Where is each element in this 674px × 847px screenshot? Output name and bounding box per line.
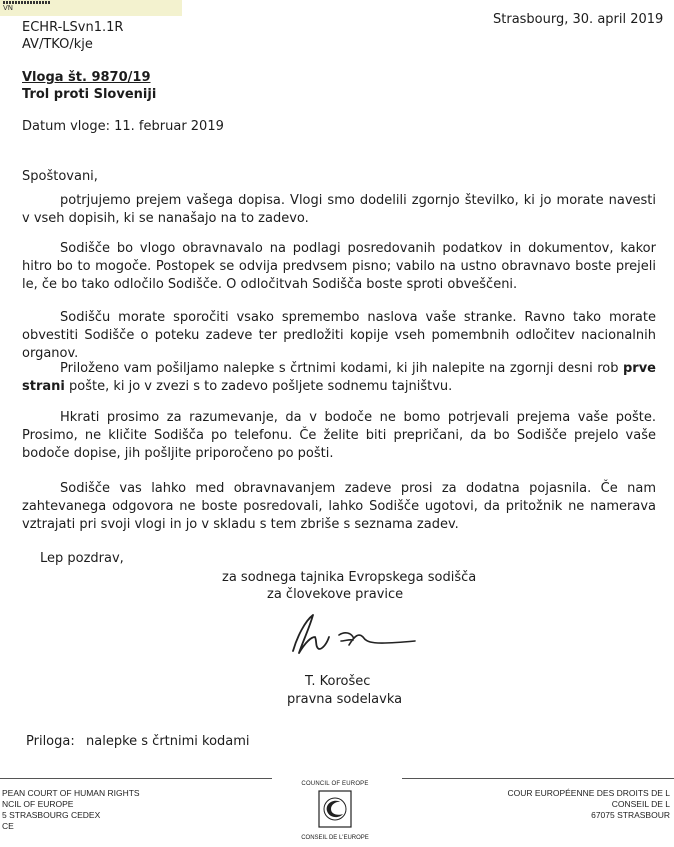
paragraph-5: Hkrati prosimo za razumevanje, da v bodoče ne bomo potrjevali prejema vaše pošte. Prosimo, ne kličite Sodišča po telefonu. Če želite biti prepričani, da bo Sodišče prejelo vaše bodoče dopise, jih pošljite priporočeno po pošti.	[22, 410, 656, 461]
logo-top-text: COUNCIL OF EUROPE	[301, 781, 369, 787]
paragraph-4-a: Priloženo vam pošiljamo nalepke s črtnimi kodami, ki jih nalepite na zgornji desni rob	[60, 361, 623, 376]
footer-left-line: PEAN COURT OF HUMAN RIGHTS	[2, 788, 140, 798]
paragraph-4-bold: prve strani	[22, 361, 656, 394]
footer-left-line: 5 STRASBOURG CEDEX	[2, 810, 101, 820]
signature-for-line-1: za sodnega tajnika Evropskega sodišča	[222, 570, 477, 585]
footer-left-line: NCIL OF EUROPE	[2, 799, 74, 809]
footer-right-line: 67075 STRASBOUR	[591, 810, 670, 820]
reference-code: ECHR-LSvn1.1R	[22, 20, 124, 35]
enclosure-value: nalepke s črtnimi kodami	[86, 734, 250, 749]
logo-emblem	[295, 788, 375, 830]
footer-rule-right	[402, 778, 674, 779]
signature-for-line-2: za človekove pravice	[267, 587, 404, 602]
paragraph-3: Sodišču morate sporočiti vsako spremembo naslova vaše stranke. Ravno tako morate obvestiti Sodišče o poteku zadeve ter predložiti kopije vseh pomembnih odločitev nacionalnih organov.	[22, 310, 656, 361]
footer-left	[2, 788, 140, 832]
mini-barcode	[3, 1, 182, 4]
corner-text: VN	[3, 4, 14, 12]
paragraph-2: Sodišče bo vlogo obravnavalo na podlagi posredovanih podatkov in dokumentov, kakor hitro bo to mogoče. Postopek se odvija predvsem pisno; vabilo na ustno obravnavo boste prejeli le, če bo tako odločilo Sodišče. O odločitvah Sodišča boste sproti obveščeni.	[22, 241, 656, 292]
salutation: Spoštovani,	[22, 169, 98, 184]
paragraph-6: Sodišče vas lahko med obravnavanjem zadeve prosi za dodatna pojasnila. Če nam zahtevanega odgovora ne boste posredovali, lahko Sodišče ugotovi, da pritožnik ne namerava vztrajati pri svoji vlogi in jo v skladu s tem zbriše s seznama zadev.	[22, 481, 656, 532]
signatory-role: pravna sodelavka	[287, 692, 403, 707]
reference-initials: AV/TKO/kje	[22, 37, 93, 52]
signatory-name: T. Korošec	[305, 674, 371, 689]
logo-bottom-text: CONSEIL DE L'EUROPE	[301, 835, 369, 841]
footer-left-line: CE	[2, 821, 14, 831]
enclosure-label: Priloga:	[26, 734, 75, 749]
paragraph-4-b: pošte, ki jo v zvezi s to zadevo pošljete sodnemu tajništvu.	[64, 379, 453, 394]
lodged-date: Datum vloge: 11. februar 2019	[22, 119, 224, 134]
handwritten-signature	[283, 607, 423, 657]
application-number: Vloga št. 9870/19	[22, 70, 151, 85]
top-corner-strip	[0, 0, 182, 16]
paragraph-4	[22, 360, 656, 396]
place-date: Strasbourg, 30. april 2019	[493, 12, 664, 27]
footer-right-line: CONSEIL DE L	[611, 799, 670, 809]
footer-right	[508, 788, 670, 821]
council-of-europe-logo	[295, 780, 375, 844]
closing: Lep pozdrav,	[40, 551, 124, 566]
paragraph-1: potrjujemo prejem vašega dopisa. Vlogi smo dodelili zgornjo številko, ki jo morate navesti v vseh dopisih, ki se nanašajo na to zadevo.	[22, 193, 656, 226]
footer-right-line: COUR EUROPÉENNE DES DROITS DE L	[507, 788, 670, 798]
application-parties: Trol proti Sloveniji	[22, 87, 157, 102]
footer-rule-left	[0, 778, 272, 779]
